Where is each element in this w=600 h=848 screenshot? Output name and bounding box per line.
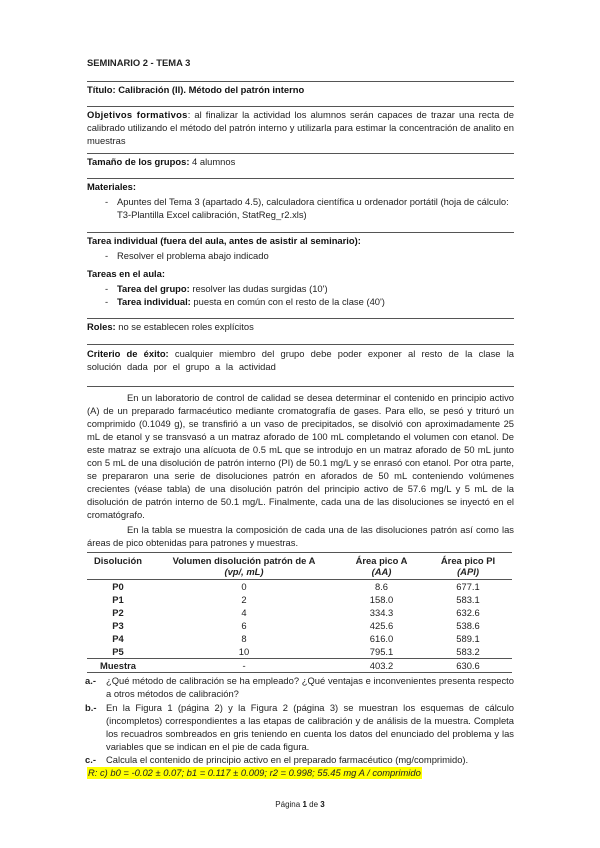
divider xyxy=(87,106,514,107)
table-cell: P1 xyxy=(112,594,124,605)
item-text: puesta en común con el resto de la clase (40') xyxy=(193,296,385,307)
table-cell: 8 xyxy=(241,633,247,644)
label: Objetivos formativos xyxy=(87,109,188,120)
section-roles xyxy=(87,320,514,333)
label: Tareas en el aula: xyxy=(87,268,165,279)
table-row-sample xyxy=(87,659,512,673)
table-row xyxy=(87,580,512,594)
section-tamano xyxy=(87,155,514,168)
problem-paragraph-1: En un laboratorio de control de calidad se desea determinar el contenido en principio activo (A) de un preparado farmacéutico mediante cromatografía de gases. Para ello, se pesó y trituró un comprimido (0.1049 g), se transfirió a un vaso de precipitados, se disolvió con aproximadamente 25 mL de etanol y se transvasó a un matraz aforado de 100 mL completando el volumen con etanol. De este matraz se extrajo una alícuota de 0.5 mL que se introdujo en un matraz aforado de 50 mL junto con 5 mL de una disolución de patrón interno (PI) de 50.1 mg/L y se enrasó con etanol. Por otra parte, se prepararon una serie de disoluciones patrón en aforados de 50 mL conteniendo volúmenes crecientes (véase tabla) de una disolución patrón del principio activo de 57.6 mg/L y 5 mL de la disolución de patrón interno de 50.1 mg/L. Finalmente, cada una de las disoluciones se inyectó en el cromatógrafo. xyxy=(87,392,514,520)
section-titulo xyxy=(87,83,514,96)
section-criterio xyxy=(87,347,514,373)
answer-highlight: R: c) b0 = -0.02 ± 0.07; b1 = 0.117 ± 0.009; r2 = 0.998; 55.45 mg A / comprimido xyxy=(88,767,421,778)
table-cell: - xyxy=(242,660,246,671)
table-cell: 425.6 xyxy=(369,620,394,631)
table-row xyxy=(87,632,512,645)
column-header: Volumen disolución patrón de A (vp/, mL) xyxy=(172,555,316,577)
divider xyxy=(87,178,514,179)
table-cell: 0 xyxy=(241,581,247,592)
question-c: c.- Calcula el contenido de principio activo en el preparado farmacéutico (mg/comprimido). xyxy=(85,754,469,765)
title-text: Calibración (II). Método del patrón interno xyxy=(118,84,305,95)
table-cell: Muestra xyxy=(100,660,136,671)
table-cell: 677.1 xyxy=(456,581,480,592)
table-cell: 4 xyxy=(241,607,247,618)
table-header-row xyxy=(87,553,512,580)
list-item: - Resolver el problema abajo indicado xyxy=(87,249,514,262)
column-header: Disolución xyxy=(94,555,142,566)
divider xyxy=(87,386,514,387)
section-tarea-individual xyxy=(87,234,514,262)
list-item: - Apuntes del Tema 3 (apartado 4.5), calculadora científica u ordenador portátil (hoja de cálculo: T3-Plantilla Excel calibración, StatReg_r2.xls) xyxy=(87,195,514,221)
table-cell: 589.1 xyxy=(456,633,480,644)
divider xyxy=(87,318,514,319)
label: Roles: xyxy=(87,321,116,332)
table-cell: 10 xyxy=(238,646,250,657)
item-text: resolver las dudas surgidas (10') xyxy=(192,283,328,294)
section-tareas-aula xyxy=(87,267,514,308)
page-header-title: SEMINARIO 2 - TEMA 3 xyxy=(87,57,191,68)
table-cell: P4 xyxy=(112,633,124,644)
table-cell: 583.1 xyxy=(456,594,480,605)
divider xyxy=(87,81,514,82)
text: 4 alumnos xyxy=(192,156,236,167)
section-materiales xyxy=(87,180,514,221)
table-cell: 538.6 xyxy=(456,620,480,631)
question-a: a.- ¿Qué método de calibración se ha empleado? ¿Qué ventajas e inconvenientes presenta respecto a otros métodos de calibración? xyxy=(85,675,514,699)
text: cualquier miembro del grupo debe poder exponer al resto de la clase la solución dada por el grupo a la actividad xyxy=(87,348,515,372)
label: Título: xyxy=(87,84,116,95)
divider xyxy=(87,153,514,154)
label: Tarea individual (fuera del aula, antes de asistir al seminario): xyxy=(87,235,361,246)
table-cell: 632.6 xyxy=(456,607,480,618)
problem-paragraph-2: En la tabla se muestra la composición de cada una de las disoluciones patrón así como las áreas de pico obtenidas para patrones y muestras. xyxy=(87,524,514,548)
table-cell: 403.2 xyxy=(369,660,394,671)
section-objetivos xyxy=(87,108,514,147)
table-cell: P2 xyxy=(112,607,124,618)
table-row xyxy=(87,645,512,659)
divider xyxy=(87,232,514,233)
label: Tamaño de los grupos: xyxy=(87,156,190,167)
column-header: Área pico A (AA) xyxy=(355,555,408,577)
table-cell: P5 xyxy=(112,646,124,657)
table-cell: 8.6 xyxy=(374,581,389,592)
label: Materiales: xyxy=(87,181,136,192)
item-label: Tarea del grupo: xyxy=(117,283,190,294)
question-b: b.- En la Figura 1 (página 2) y la Figura 2 (página 3) se muestran los esquemas de cálculo (incompletos) correspondientes a las etapas de calibración y de análisis de la muestra. Completa los recuadros sombreados en gris teniendo en cuenta los datos del enunciado del problema y las variables que se indican en el pie de cada figura. xyxy=(85,702,514,752)
text: no se establecen roles explícitos xyxy=(118,321,254,332)
table-cell: P3 xyxy=(112,620,124,631)
table-cell: 583.2 xyxy=(456,646,480,657)
table-row xyxy=(87,619,512,632)
table-cell: 6 xyxy=(241,620,247,631)
text: : al finalizar la actividad los alumnos serán capaces de trazar una recta de calibrado utilizando el método del patrón interno y utilizarla para estimar la concentración de analito en muestras xyxy=(87,109,514,146)
table-cell: 158.0 xyxy=(369,594,394,605)
table-row xyxy=(87,606,512,619)
table-cell: 795.1 xyxy=(369,646,394,657)
page-footer: Página 1 de 3 xyxy=(275,800,325,809)
item-label: Tarea individual: xyxy=(117,296,191,307)
table-cell: 2 xyxy=(241,594,247,605)
data-table xyxy=(87,552,512,673)
table-cell: 616.0 xyxy=(369,633,394,644)
list-item xyxy=(87,282,514,295)
list-item xyxy=(87,295,514,308)
table-row xyxy=(87,593,512,606)
column-header: Área pico PI (API) xyxy=(440,555,496,577)
table-cell: 630.6 xyxy=(456,660,480,671)
divider xyxy=(87,344,514,345)
table-cell: P0 xyxy=(112,581,124,592)
table-cell: 334.3 xyxy=(369,607,394,618)
label: Criterio de éxito: xyxy=(87,348,169,359)
